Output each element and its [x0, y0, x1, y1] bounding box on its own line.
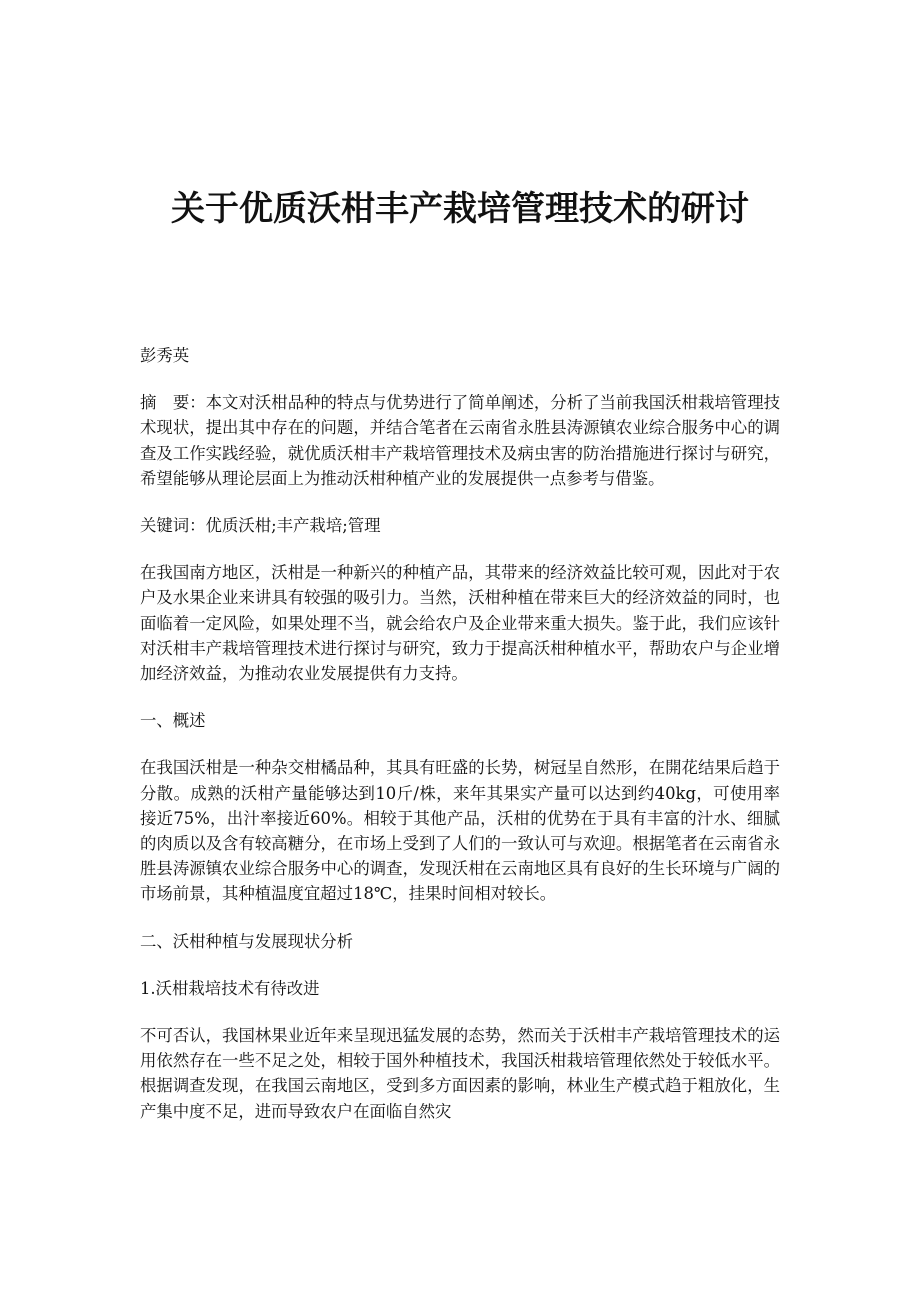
- document-title: 关于优质沃柑丰产栽培管理技术的研讨: [171, 189, 749, 229]
- author-line: 彭秀英: [140, 346, 190, 365]
- document-body: [140, 343, 780, 1124]
- overview-paragraph: 在我国沃柑是一种杂交柑橘品种，其具有旺盛的长势，树冠呈自然形，在開花结果后趋于分散。成熟的沃柑产量能够达到10斤/株，来年其果实产量可以达到约40kg，可使用率接近75%，出汁率接近60%。相较于其他产品，沃柑的优势在于具有丰富的汁水、细腻的肉质以及含有较高糖分，在市场上受到了人们的一致认可与欢迎。根据笔者在云南省永胜县涛源镇农业综合服务中心的调查，发现沃柑在云南地区具有良好的生长环境与广阔的市场前景，其种植温度宜超过18℃，挂果时间相对较长。: [140, 758, 781, 904]
- section-heading-status: 二、沃柑种植与发展现状分析: [140, 931, 354, 951]
- keywords-line: 关键词：优质沃柑;丰产栽培;管理: [140, 516, 381, 536]
- abstract-paragraph: 摘 要：本文对沃柑品种的特点与优势进行了简单阐述，分析了当前我国沃柑栽培管理技术现状，提出其中存在的问题，并结合笔者在云南省永胜县涛源镇农业综合服务中心的调查及工作实践经验，就优质沃柑丰产栽培管理技术及病虫害的防治措施进行探讨与研究，希望能够从理论层面上为推动沃柑种植产业的发展提供一点参考与借鉴。: [140, 393, 780, 488]
- section-heading-overview: 一、概述: [140, 711, 206, 731]
- subsection-heading-techniques: 1.沃柑栽培技术有待改进: [140, 978, 320, 998]
- techniques-paragraph: 不可否认，我国林果业近年来呈现迅猛发展的态势，然而关于沃柑丰产栽培管理技术的运用依然存在一些不足之处，相较于国外种植技术，我国沃柑栽培管理依然处于较低水平。根据调查发现，在我国云南地区，受到多方面因素的影响，林业生产模式趋于粗放化，生产集中度不足，进而导致农户在面临自然灾: [140, 1026, 780, 1121]
- intro-paragraph: 在我国南方地区，沃柑是一种新兴的种植产品，其带来的经济效益比较可观，因此对于农户及水果企业来讲具有较强的吸引力。当然，沃柑种植在带来巨大的经济效益的同时，也面临着一定风险，如果处理不当，就会给农户及企业带来重大损失。鉴于此，我们应该针对沃柑丰产栽培管理技术进行探讨与研究，致力于提高沃柑种植水平，帮助农户与企业增加经济效益，为推动农业发展提供有力支持。: [140, 563, 780, 684]
